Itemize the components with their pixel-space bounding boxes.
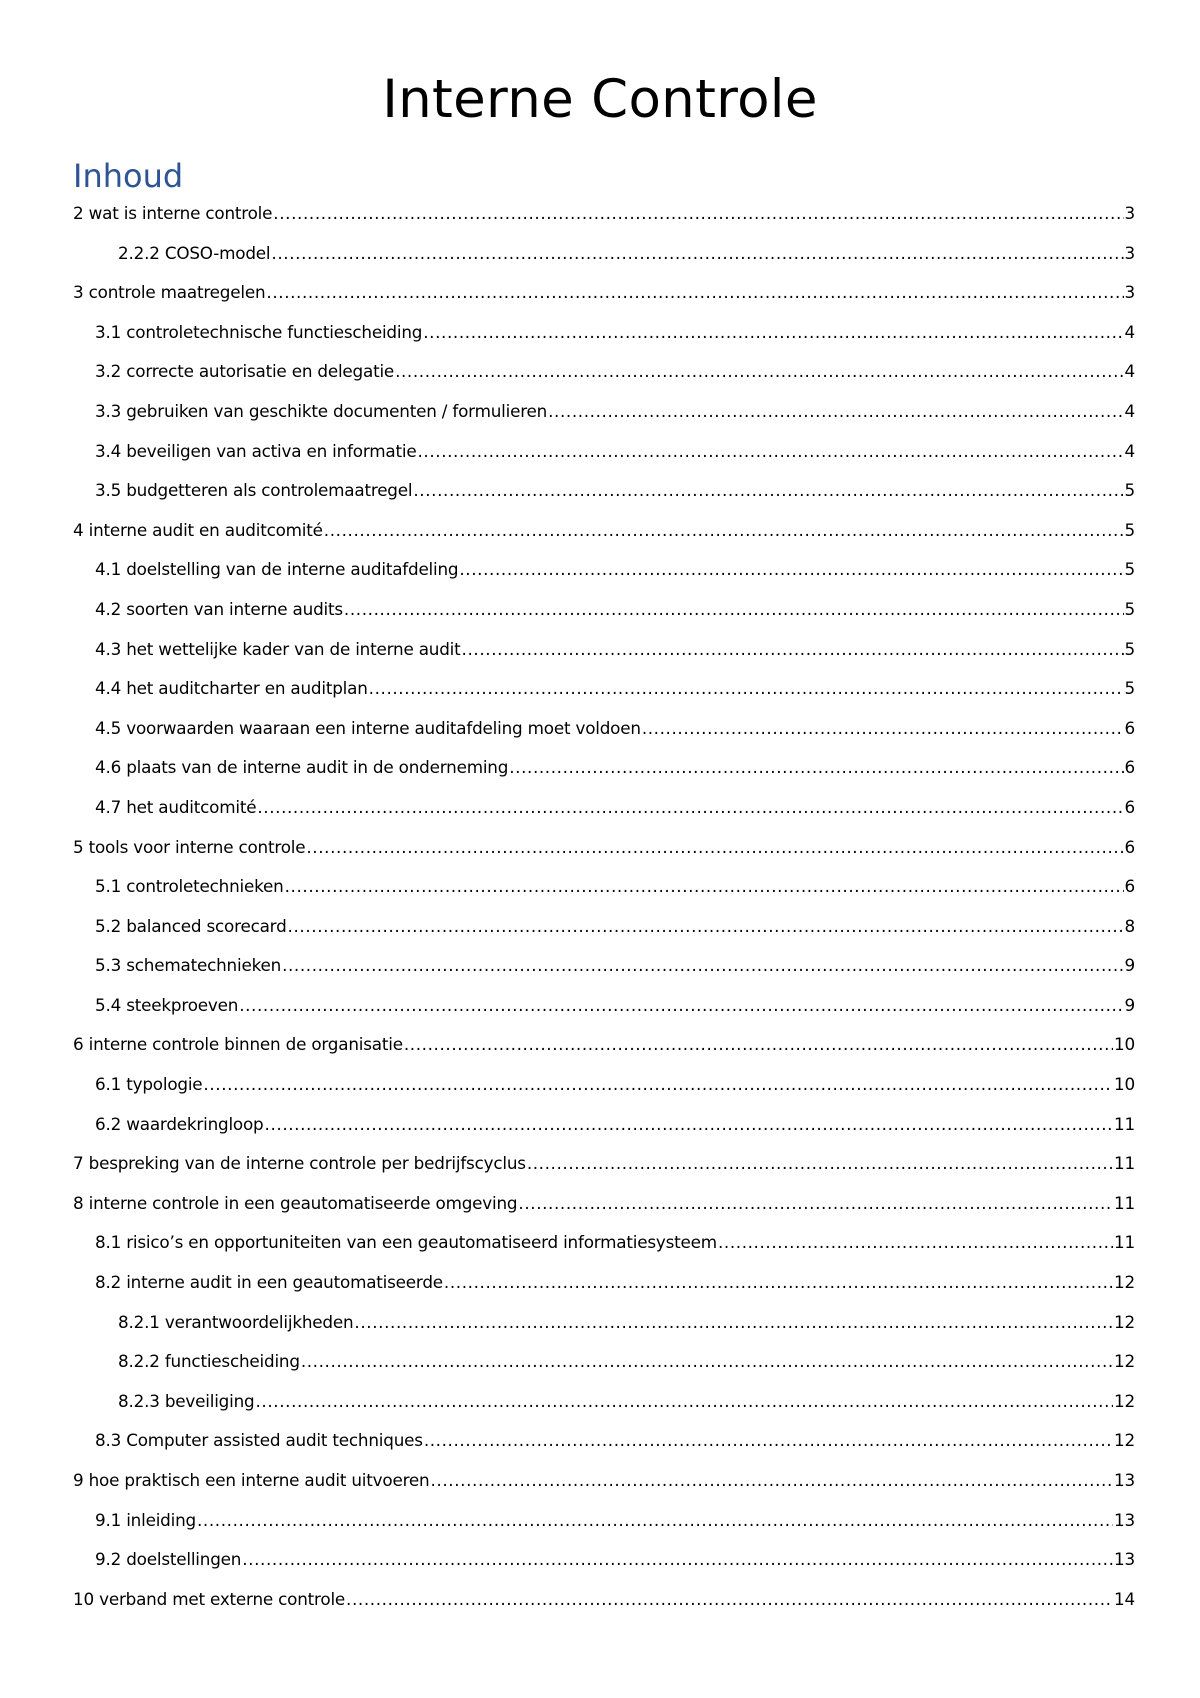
toc-page-number: 9 xyxy=(1124,994,1135,1015)
toc-dot-leader xyxy=(369,678,1124,698)
toc-entry-title: 4.1 doelstelling van de interne auditafdeling xyxy=(95,559,459,580)
toc-page-number: 10 xyxy=(1114,1074,1135,1095)
toc-page-number: 5 xyxy=(1124,678,1135,699)
toc-entry-title: 4.5 voorwaarden waaraan een interne auditafdeling moet voldoen xyxy=(95,717,641,738)
toc-dot-leader xyxy=(430,1470,1113,1490)
toc-entry-title: 8.2.2 functiescheiding xyxy=(118,1351,300,1372)
toc-entry-title: 3.3 gebruiken van geschikte documenten / formulieren xyxy=(95,400,548,421)
toc-page-number: 14 xyxy=(1114,1588,1135,1609)
toc-page-number: 6 xyxy=(1124,717,1135,738)
toc-dot-leader xyxy=(257,797,1123,817)
toc-dot-leader xyxy=(239,995,1123,1015)
toc-entry-title: 3 controle maatregelen xyxy=(73,282,266,303)
toc-entry[interactable] xyxy=(73,876,1135,916)
toc-dot-leader xyxy=(266,282,1123,302)
toc-dot-leader xyxy=(255,1391,1113,1411)
toc-entry[interactable] xyxy=(73,1034,1135,1074)
toc-entry-title: 5.1 controletechnieken xyxy=(95,876,284,897)
toc-dot-leader xyxy=(404,1034,1113,1054)
toc-page-number: 11 xyxy=(1114,1232,1135,1253)
toc-page-number: 4 xyxy=(1124,400,1135,421)
toc-entry-title: 2.2.2 COSO-model xyxy=(118,242,271,263)
toc-entry[interactable] xyxy=(73,1391,1135,1431)
toc-entry[interactable] xyxy=(73,1510,1135,1550)
toc-entry-title: 8 interne controle in een geautomatiseerde omgeving xyxy=(73,1192,518,1213)
toc-dot-leader xyxy=(718,1232,1113,1252)
toc-dot-leader xyxy=(444,1272,1113,1292)
toc-entry-title: 10 verband met externe controle xyxy=(73,1588,346,1609)
toc-page-number: 9 xyxy=(1124,955,1135,976)
toc-entry-title: 7 bespreking van de interne controle per bedrijfscyclus xyxy=(73,1153,526,1174)
toc-dot-leader xyxy=(518,1193,1113,1213)
toc-page-number: 4 xyxy=(1124,321,1135,342)
toc-entry[interactable] xyxy=(73,757,1135,797)
toc-dot-leader xyxy=(265,1114,1114,1134)
toc-page-number: 10 xyxy=(1114,1034,1135,1055)
toc-entry-title: 3.1 controletechnische functiescheiding xyxy=(95,321,423,342)
toc-entry[interactable] xyxy=(73,243,1135,283)
toc-entry[interactable] xyxy=(73,1232,1135,1272)
toc-dot-leader xyxy=(306,837,1123,857)
toc-dot-leader xyxy=(242,1549,1113,1569)
toc-dot-leader xyxy=(642,718,1124,738)
toc-page-number: 3 xyxy=(1124,242,1135,263)
toc-page-number: 13 xyxy=(1114,1470,1135,1490)
toc-entry[interactable] xyxy=(73,1549,1135,1589)
document-title: Interne Controle xyxy=(382,69,818,130)
toc-dot-leader xyxy=(203,1074,1113,1094)
toc-entry[interactable] xyxy=(73,1430,1135,1470)
toc-dot-leader xyxy=(459,559,1123,579)
toc-page-number: 5 xyxy=(1124,638,1135,659)
toc-page-number: 12 xyxy=(1114,1390,1135,1411)
toc-page-number: 11 xyxy=(1114,1192,1135,1213)
toc-page-number: 11 xyxy=(1114,1113,1135,1134)
toc-page-number: 3 xyxy=(1124,282,1135,303)
toc-dot-leader xyxy=(395,361,1123,381)
toc-entry-title: 4.3 het wettelijke kader van de interne audit xyxy=(95,638,461,659)
toc-entry-title: 3.5 budgetteren als controlemaatregel xyxy=(95,480,413,501)
toc-page-number: 13 xyxy=(1114,1549,1135,1570)
toc-entry[interactable] xyxy=(73,837,1135,877)
toc-entry-title: 5.2 balanced scorecard xyxy=(95,915,287,936)
toc-entry-title: 6.2 waardekringloop xyxy=(95,1113,264,1134)
toc-page-number: 12 xyxy=(1114,1430,1135,1451)
toc-dot-leader xyxy=(423,322,1123,342)
toc-entry[interactable] xyxy=(73,361,1135,401)
toc-entry-title: 9 hoe praktisch een interne audit uitvoeren xyxy=(73,1470,430,1490)
toc-entry[interactable] xyxy=(73,520,1135,560)
toc-dot-leader xyxy=(288,916,1124,936)
toc-page-number: 5 xyxy=(1124,519,1135,540)
toc-entry[interactable] xyxy=(73,1153,1135,1193)
toc-entry[interactable] xyxy=(73,1312,1135,1352)
toc-page-number: 6 xyxy=(1124,796,1135,817)
toc-page-number: 5 xyxy=(1124,480,1135,501)
toc-entry[interactable] xyxy=(73,599,1135,639)
toc-entry[interactable] xyxy=(73,441,1135,481)
toc-dot-leader xyxy=(413,480,1123,500)
toc-entry-title: 9.1 inleiding xyxy=(95,1509,196,1530)
toc-entry[interactable] xyxy=(73,1351,1135,1391)
toc-dot-leader xyxy=(527,1153,1113,1173)
toc-page-number: 13 xyxy=(1114,1509,1135,1530)
toc-dot-leader xyxy=(509,757,1123,777)
toc-entry-title: 4 interne audit en auditcomité xyxy=(73,519,323,540)
toc-entry-title: 4.4 het auditcharter en auditplan xyxy=(95,678,368,699)
toc-entry[interactable] xyxy=(73,916,1135,956)
toc-dot-leader xyxy=(273,203,1123,223)
toc-entry-title: 8.2.3 beveiliging xyxy=(118,1390,255,1411)
toc-entry[interactable] xyxy=(73,401,1135,441)
toc-entry[interactable] xyxy=(73,282,1135,322)
toc-page-number: 4 xyxy=(1124,361,1135,382)
toc-entry-title: 4.2 soorten van interne audits xyxy=(95,598,343,619)
toc-dot-leader xyxy=(271,243,1123,263)
toc-entry-title: 8.1 risico’s en opportuniteiten van een geautomatiseerd informatiesysteem xyxy=(95,1232,717,1253)
toc-page-number: 3 xyxy=(1124,203,1135,223)
toc-entry-title: 8.3 Computer assisted audit techniques xyxy=(95,1430,423,1451)
toc-page-number: 5 xyxy=(1124,559,1135,580)
toc-entry-title: 9.2 doelstellingen xyxy=(95,1549,242,1570)
toc-entry[interactable] xyxy=(73,1470,1135,1510)
toc-dot-leader xyxy=(324,520,1124,540)
toc-entry-title: 3.2 correcte autorisatie en delegatie xyxy=(95,361,395,382)
toc-entry[interactable] xyxy=(73,797,1135,837)
toc-entry[interactable] xyxy=(73,995,1135,1035)
toc-page-number: 5 xyxy=(1124,598,1135,619)
toc-entry[interactable] xyxy=(73,1272,1135,1312)
toc-dot-leader xyxy=(354,1312,1113,1332)
toc-dot-leader xyxy=(285,876,1124,896)
toc-entry-title: 2 wat is interne controle xyxy=(73,203,273,223)
toc-entry-title: 4.6 plaats van de interne audit in de onderneming xyxy=(95,757,509,778)
toc-entry[interactable] xyxy=(73,1114,1135,1154)
toc-dot-leader xyxy=(424,1430,1113,1450)
toc-entry[interactable] xyxy=(73,322,1135,362)
table-of-contents xyxy=(73,203,1135,1628)
toc-heading: Inhoud xyxy=(73,157,184,195)
toc-page-number: 12 xyxy=(1114,1351,1135,1372)
toc-entry[interactable] xyxy=(73,559,1135,599)
toc-dot-leader xyxy=(344,599,1124,619)
toc-page-number: 12 xyxy=(1114,1311,1135,1332)
toc-dot-leader xyxy=(417,441,1123,461)
toc-entry[interactable] xyxy=(73,1193,1135,1233)
toc-dot-leader xyxy=(197,1510,1113,1530)
toc-page-number: 6 xyxy=(1124,836,1135,857)
toc-page-number: 8 xyxy=(1124,915,1135,936)
toc-dot-leader xyxy=(462,639,1124,659)
toc-entry-title: 3.4 beveiligen van activa en informatie xyxy=(95,440,417,461)
toc-entry-title: 8.2 interne audit in een geautomatiseerde xyxy=(95,1272,443,1293)
toc-page-number: 6 xyxy=(1124,876,1135,897)
toc-entry[interactable] xyxy=(73,480,1135,520)
toc-dot-leader xyxy=(548,401,1123,421)
toc-dot-leader xyxy=(346,1589,1113,1609)
toc-dot-leader xyxy=(282,955,1123,975)
toc-entry[interactable] xyxy=(73,955,1135,995)
toc-entry-title: 5.3 schematechnieken xyxy=(95,955,282,976)
toc-entry-title: 4.7 het auditcomité xyxy=(95,796,257,817)
toc-entry-title: 5.4 steekproeven xyxy=(95,994,239,1015)
toc-entry-title: 8.2.1 verantwoordelijkheden xyxy=(118,1311,354,1332)
toc-entry-title: 6 interne controle binnen de organisatie xyxy=(73,1034,403,1055)
toc-entry-title: 5 tools voor interne controle xyxy=(73,836,306,857)
toc-dot-leader xyxy=(301,1351,1113,1371)
toc-entry[interactable] xyxy=(73,1074,1135,1114)
toc-entry[interactable] xyxy=(73,678,1135,718)
toc-entry[interactable] xyxy=(73,639,1135,679)
toc-page-number: 12 xyxy=(1114,1272,1135,1293)
toc-page-number: 6 xyxy=(1124,757,1135,778)
toc-entry[interactable] xyxy=(73,203,1135,243)
toc-page-number: 11 xyxy=(1114,1153,1135,1174)
toc-entry-title: 6.1 typologie xyxy=(95,1074,203,1095)
toc-page-number: 4 xyxy=(1124,440,1135,461)
toc-entry[interactable] xyxy=(73,1589,1135,1629)
toc-entry[interactable] xyxy=(73,718,1135,758)
